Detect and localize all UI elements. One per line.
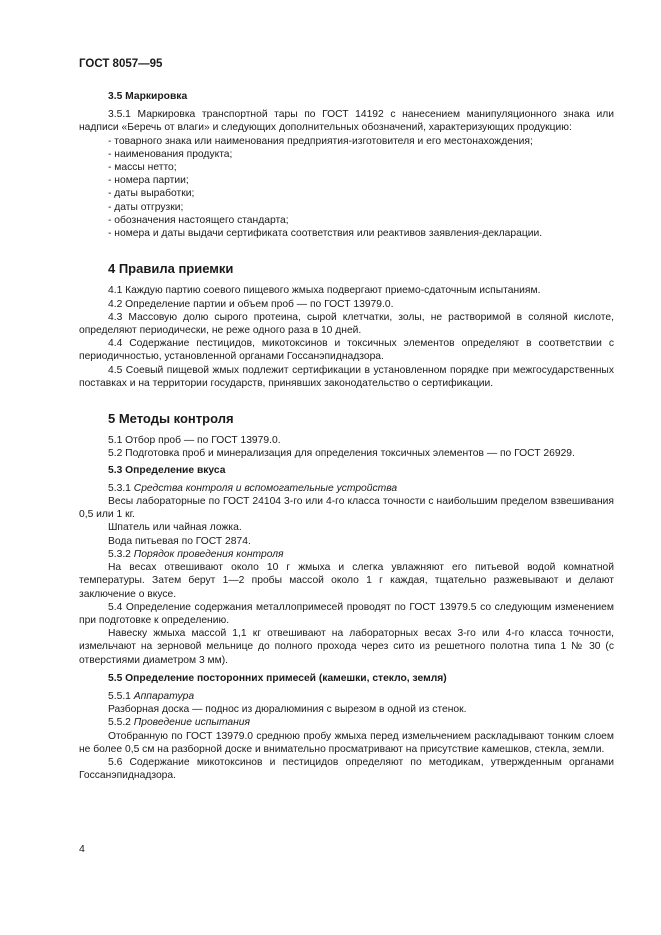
para-5-5-1-a: Разборная доска — поднос из дюралюминия с вырезом в одной из стенок. <box>108 704 467 716</box>
para-4-4: 4.4 Содержание пестицидов, микотоксинов и токсичных элементов определяют в соответствии с периодичностью, установленной органами Госсанэпиднадзора. <box>79 338 614 363</box>
para-number: 5.3.1 <box>108 482 134 494</box>
list-item: - обозначения настоящего стандарта; <box>108 214 289 226</box>
section-4-title: 4 Правила приемки <box>108 261 234 277</box>
para-number: 5.3.2 <box>108 548 134 560</box>
section-5-title: 5 Методы контроля <box>108 411 234 427</box>
para-5-5-2 <box>79 716 614 729</box>
section-5-5-title: 5.5 Определение посторонних примесей (камешки, стекло, земля) <box>108 672 447 684</box>
list-item: - номера и даты выдачи сертификата соответствия или реактивов заявления-декларации. <box>108 228 543 240</box>
para-5-3-2-a: На весах отвешивают около 10 г жмыха и слегка увлажняют его питьевой водой комнатной температуры. Затем берут 1—2 пробы массой около 1 г каждая, тщательно разжевывают и делают заключение о вкусе. <box>79 562 614 600</box>
section-3-5-title: 3.5 Маркировка <box>108 91 188 102</box>
para-4-2: 4.2 Определение партии и объем проб — по ГОСТ 13979.0. <box>108 298 394 310</box>
list-item: - массы нетто; <box>108 162 177 174</box>
subsection-title: Порядок проведения контроля <box>133 548 284 560</box>
list-item: - наименования продукта; <box>108 148 233 160</box>
subsection-title: Проведение испытания <box>133 717 251 729</box>
subsection-title: Средства контроля и вспомогательные устройства <box>133 482 398 494</box>
document-body <box>79 90 614 782</box>
para-5-3-1-c: Вода питьевая по ГОСТ 2874. <box>108 535 251 547</box>
para-3-5-1: 3.5.1 Маркировка транспортной тары по ГОСТ 14192 с нанесением манипуляционного знака или надписи «Беречь от влаги» и следующих дополнительных обозначений, характеризующих продукцию: <box>79 109 614 134</box>
list-item: - номера партии; <box>108 175 189 187</box>
para-5-3-1 <box>79 482 614 495</box>
para-5-3-1-b: Шпатель или чайная ложка. <box>108 522 242 534</box>
para-4-1: 4.1 Каждую партию соевого пищевого жмыха подвергают приемо-сдаточным испытаниям. <box>108 285 541 297</box>
para-5-5-2-a: Отобранную по ГОСТ 13979.0 среднюю пробу жмыха перед измельчением раскладывают тонким слоем не более 0,5 см на разборной доске и внимательно просматривают на присутствие камешков, стекла, земли. <box>79 730 614 755</box>
list-item: - товарного знака или наименования предприятия-изготовителя и его местонахождения; <box>108 135 533 147</box>
document-id: ГОСТ 8057—95 <box>79 58 163 70</box>
para-5-3-2 <box>79 548 614 561</box>
list-item: - даты выработки; <box>108 188 195 200</box>
para-number: 5.5.1 <box>108 690 134 702</box>
section-5-3-title: 5.3 Определение вкуса <box>108 464 226 476</box>
para-4-3: 4.3 Массовую долю сырого протеина, сырой клетчатки, золы, не растворимой в соляной кислоте, определяют периодически, не реже одного раза в 10 дней. <box>79 311 614 337</box>
para-5-4-b: Навеску жмыха массой 1,1 кг отвешивают на лабораторных весах 3-го или 4-го класса точности, измельчают на зерновой мельнице до полного прохода через сито из решетного полотна типа 1 № 30 (с отверстиями диаметром 3 мм). <box>79 628 614 666</box>
para-5-3-1-a: Весы лабораторные по ГОСТ 24104 3-го или 4-го класса точности с наибольшим пределом взвешивания 0,5 или 1 кг. <box>79 496 614 521</box>
para-5-4: 5.4 Определение содержания металлопримесей проводят по ГОСТ 13979.5 со следующим изменением при подготовке к определению. <box>79 601 614 626</box>
list-item: - даты отгрузки; <box>108 201 184 213</box>
para-5-2: 5.2 Подготовка проб и минерализация для определения токсичных элементов — по ГОСТ 26929. <box>108 448 575 460</box>
page-number: 4 <box>79 843 85 855</box>
para-4-5: 4.5 Соевый пищевой жмых подлежит сертификации в установленном порядке при межгосударственных поставках и на территории государств, принявших законодательство о сертификации. <box>79 364 614 389</box>
para-5-6: 5.6 Содержание микотоксинов и пестицидов определяют по методикам, утвержденным органами Госсанэпиднадзора. <box>79 756 614 782</box>
subsection-title: Аппаратура <box>133 690 195 702</box>
para-5-1: 5.1 Отбор проб — по ГОСТ 13979.0. <box>108 435 281 447</box>
para-number: 5.5.2 <box>108 717 134 729</box>
para-5-5-1 <box>79 690 614 703</box>
